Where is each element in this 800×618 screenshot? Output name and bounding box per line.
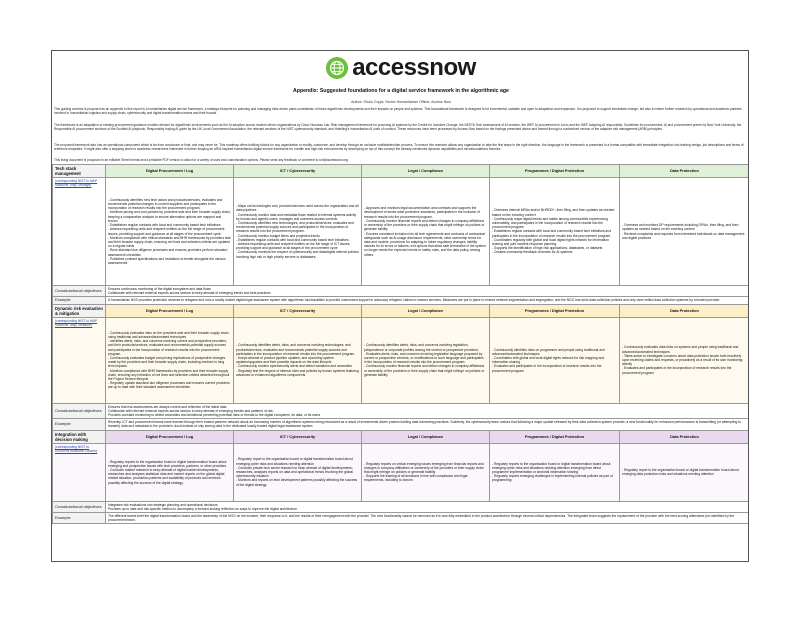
document-sheet <box>51 50 749 562</box>
objectives-row <box>53 501 750 512</box>
example-row <box>53 513 750 524</box>
example-text: Recently, ICT and procurement teams have learned through their trusted partners network about an increasing number of algorithmic systems being introduced as a result of investments driven pushes fuelling data harvesting practices. Suddenly, the cybersecurity team notices that following a major update released by their data collection system provider, a new functionality for enhanced performances is transmitting (or attempting to transfer) data and metadata to the provider's cloud instead of only storing data in the dedicated locally hosted digital legal assistance system. <box>106 419 750 430</box>
objectives-text: Integrates risk evaluations into strategic planning and operational decisions Provides up to date and risk-specific metrics to accompany a forward-looking reflection on ways to improve the digital architecture <box>106 501 750 512</box>
example-label: Example <box>53 297 106 304</box>
objectives-label: Crossfunctional objectives <box>53 403 106 419</box>
example-text: A humanitarian NGO provides protection services to refugees and runs a locally hosted digital legal assistance system with algorithmic functionalities to provide customized support in advocacy refugees' claims to various services. Measures are put in place to ensure network segmentation and segregation, and the NGO has strict data collection policies and only uses vetted data collection systems by a trusted provider. <box>106 297 750 304</box>
column-header-procurement: Digital Procurement / Log <box>106 430 234 443</box>
column-header-ict: ICT / Cybersecurity <box>234 304 362 317</box>
cell-data-protection: - Continuously evaluates data risks on systems and people using traditional and advanced/automated techniques - Takes action to investigate concerns about data protection issues both reactively upon receiving claims and requests, or proactively as a result of its own monitoring activity - Evaluates and participates in the incorporation of research results into the procurement program <box>620 317 750 403</box>
nist-link[interactable]: (corresponding NIST to GOVERN functions: Govern) <box>55 444 98 453</box>
column-header-ict: ICT / Cybersecurity <box>234 430 362 443</box>
column-header-data-protection: Data Protection <box>620 430 750 443</box>
section-header-row <box>53 304 750 317</box>
column-header-programmes: Programmes / Digital Protection <box>490 304 620 317</box>
objectives-text: Ensures continuous monitoring of the digital ecosystem and data flows Collaborate with relevant external experts across sectors to keep abreast of emerging trends and best practices <box>106 286 750 297</box>
cell-data-protection: - Regularly report to the organisation board or digital transformation board about emerging data protection risks and situations needing attention <box>620 443 750 501</box>
example-label: Example <box>53 513 106 524</box>
objectives-row <box>53 286 750 297</box>
section-name: Dynamic risk evaluation & mitigation <box>53 304 106 317</box>
cell-data-protection: - Oversees and monitors DP requirements including DPIAs, then filing, and then updates as needed based on the evolving context - Reviews complaints and requests from interested individuals on data management and digital practices <box>620 178 750 286</box>
section-header-row <box>53 165 750 178</box>
objectives-label: Crossfunctional objectives <box>53 501 106 512</box>
cell-legal: - Continuously identifies alerts, risks, and concerns involving legislation, jurisprudence or corporate profiles among the current or prospective providers; - Evaluates alerts, risks, and concerns involving legislative language proposed by current or prospective vendors, or modifications to such language and participates in the incorporation of research results into the procurement program. - Continuously monitor financial reports and detect changes in company affiliations or ownership of the providers or their supply chain that might infringe on policies or generate liability <box>362 317 490 403</box>
example-row <box>53 297 750 304</box>
column-header-data-protection: Data Protection <box>620 304 750 317</box>
objectives-label: Crossfunctional objectives <box>53 286 106 297</box>
cell-legal: - Regularly reports on critical emerging issues emerging from financial reports and changes in company affiliations or ownership of the providers or their supply chain that might infringe on policies or generate liability - Supports the framing of all decisions in line with compliance and legal requirements, including to donors <box>362 443 490 501</box>
cell-ict: - Regularly report to the organisation board or digital transformation board about emerging cyber risks and situations needing attention - Conducts private tech sector research to keep abreast of digital developments; researches, analyses reports on data and operational trends involving the global cybersecurity situation - Monitors and reports on tech development patterns possibly affecting the success of the digital strategy. <box>234 443 362 501</box>
cell-programmes: - Regularly reports to the organisation board or digital transformation board about emerging cyber risks and situations needing attention emerging from direct programme implementation or sectorial information sharing - Regularly reports emerging challenges in implementing internal policies as part of programming <box>490 443 620 501</box>
section-name: Tech stack management <box>53 165 106 178</box>
section-header-row <box>53 430 750 443</box>
column-header-legal: Legal / Compliance <box>362 165 490 178</box>
example-text: The different teams brief the digital transformation board and the leadership of the NGO on the incident, their response to it, and the results of their reengagement with the provider. The new functionality cannot be removed as it is now fully embedded in the product architecture through several critical dependencies. The integrated team suggests the replacement of the provider with the best scoring alternative pre-identified by the procurement team. <box>106 513 750 524</box>
cell-procurement: - Regularly reports to the organisation board or digital transformation board about emerging and prospective issues with tech providers, partners, or other providers - Conducts market research to keep abreast of digital market developments, researches and analyses statistical data and market reports on the global digital market situation, production patterns and availability of products and services possibly affecting the success of the digital strategy. <box>106 443 234 501</box>
cell-legal: - Approves and monitors legal documentation and contracts and supports the development of sector-wide protective standards, participates in the inclusion of research results into the procurement program. - Continuously monitor financial reports and detect changes in company affiliations or ownership of the providers or their supply chain that might infringe on policies or generate liability - Ensures consistent inclusion into all tech agreements and contracts of contractual safeguards such as AI usage disclosure requirements, clear ownership terms for data and models, provisions for adapting to future regulatory changes, liability clauses for AI errors or failures, exit options that allow safe termination if the system no longer meets the expected needs or safety rules, and the data policy, among others <box>362 178 490 286</box>
example-row <box>53 419 750 430</box>
cell-procurement: - Continuously identifies new tech actors and products/services, evaluates and recommends potential changes to current suppliers and participates in the incorporation of research results into the procurement program. - Monitors pricing and cost policies by providers side and their broader supply chain, keeping a comparative analysis to ensure alternative options are mapped and known - Establishes regular contacts with local and community based tech initiatives - Advises requesting units and recipient entities on the full range of procurement issues, providing support and guidance at all stages of the procurement cycle - Monitors compliance with ethical standards and BHR frameworks by providers side and their broader supply chain, ensuring red lines and selection criteria are updated on a regular basis - Runs standard due diligence processes and ensures providers perform standard assessment checklists - Publishes contract specifications and invitations to tender alongside the various assessments <box>106 178 234 286</box>
framework-table <box>52 164 749 524</box>
intro-paragraph-3: The proposed framework also has an operational component which is far from conclusive or final, and may never be. This roadmap offers building blocks for any organization to modify, customize, and develop through an inclusive multistakeholder process. To ensure this research allows any organization to take the first steps in the right direction, the language in the framework is presented in a format compatible with immediate integration into training design, job descriptions and terms of reference templates. It might also offer a stepping stone to academic researchers interested in further shaping an ARM-inspired humanitarian digital service framework for volatile and high-risk environments by developing on top of this concept the already mentioned dynamic capabilities and microfoundations theories. <box>54 143 744 152</box>
cell-procurement: - Continuously evaluates risks on the providers side and their broader supply chain using traditional and advanced/automated techniques - Identifies alerts, risks, and concerns involving current and prospective providers, and their products/services, evaluates and recommends potential supply sources and participates in the incorporation of research results into the procurement program. - Continuously evaluates budget and pricing implications of prospective changes made by the providers and their broader supply chain, including medium to long term impacts - Monitors compliance with BHR frameworks by providers and their broader supply chain, ensuring any infraction of red lines and selection criteria detected throughout the Project Service lifecycle - Regularly update standard due diligence processes and ensures current providers are up to date with their standard assessment checklists <box>106 317 234 403</box>
accessnow-globe-icon <box>326 57 348 79</box>
objectives-text: Ensures that risk assessments are always current and reflective of the latest data. Collaborate with relevant external experts across sectors to keep abreast of emerging threats and patterns of risk. Provides constant monitoring to detect anomalies and deviations preventing potential risks or threats to the digital ecosystem, its data, or its users <box>106 403 750 419</box>
section-content-row <box>53 178 750 286</box>
section-content-row <box>53 317 750 403</box>
section-content-row <box>53 443 750 501</box>
nist-link[interactable]: (corresponding NIST to MAP functions: Map, Manage) <box>55 179 98 188</box>
column-header-ict: ICT / Cybersecurity <box>234 165 362 178</box>
intro-paragraph-1: This guiding schema is proposed as an appendix to this report is a humanitarian digital service framework, a strategic blueprint for planning and managing risks driven plans considerate of future algorithmic developments and their impacts on people and systems. This foundational framework is designed to be incremental, scalable and open to adaptation and expansion. It is proposed to support immediate change, but also to inform further research by operational and academic partners involved in humanitarian logistics and supply chain, cybersecurity and digital transformation teams and their boards. <box>54 107 742 116</box>
cell-programmes: - Oversees internal MRAs and/or NHRDD+, then filing, and then updates as needed based on the evolving context - Continuously maps digital trends and habits among communities experiencing vulnerability, and participates in the incorporation of research results into the procurement program - Establishes regular contacts with local and community based tech initiatives,and participates in the incorporation of research results into the procurement program - Coordinates regularly with global and local digital rights network for information sharing and joint incident response planning - Supports the identification of high risk applications, databases, or datasets - Creates community feedback channels for AI systems <box>490 178 620 286</box>
column-header-procurement: Digital Procurement / Log <box>106 165 234 178</box>
document-author: Author: Giulio Coppi, Senior Humanitarian Officer, Access Now <box>351 100 451 104</box>
intro-paragraph-4: This living document is proposed in an editable Sheet format and a printable PDF version to allow for a variety of uses and customization options. Please send any feedback or comment to uni@accessnow.org <box>54 158 348 162</box>
column-header-programmes: Programmes / Digital Protection <box>490 165 620 178</box>
column-header-legal: Legal / Compliance <box>362 430 490 443</box>
column-header-programmes: Programmes / Digital Protection <box>490 430 620 443</box>
header-logo <box>52 53 749 83</box>
example-label: Example <box>53 419 106 430</box>
objectives-row <box>53 403 750 419</box>
column-header-procurement: Digital Procurement / Log <box>106 304 234 317</box>
cell-ict: - Maps out technologies and, products/services used across the organization and all data pipelines - Continuously monitor data and metadata flows related to internal systems activity by human and agentic users, manages and oversees access controls - Continuously identifies new technologies, and products/services, evaluates and recommends potential supply sources and participates in the incorporation of research results into the procurement program. - Continuously monitor budget items and projected trends - Establishes regular contacts with local and community based tech initiatives. - Advises requesting units and recipient entities on the full range of ICT issues, providing support and guidance at all stages of the procurement cycle - Continuously monitors the respect of cybersecurity and data/digital internal policies involving high risk or high priority servers or databases <box>234 178 362 286</box>
logo-text: accessnow <box>352 54 476 81</box>
section-name: Integration with decision making <box>53 430 106 443</box>
cell-ict: - Continuously identifies alerts, risks, and concerns involving technologies, and products/services, evaluates and recommends potential supply sources and participates in the incorporation of research results into the procurement program. - Keeps abreast of product pipeline updates, and upcoming system updates/upgrades and their possible impacts on the data lifecycle - Continuously monitor cybersecurity alerts and detect variations and anomalies - Regularly test the respect of internal rules and policies by known systems featuring advanced or enhanced algorithmic components <box>234 317 362 403</box>
document-title: Appendix: Suggested foundations for a digital service framework in the algorithmic age <box>293 88 509 94</box>
column-header-data-protection: Data Protection <box>620 165 750 178</box>
nist-link[interactable]: (corresponding NIST to MAP functions: Map, Measure) <box>55 318 98 327</box>
intro-paragraph-2: The framework is an adaptation of existing procurement guidance models relevant for algorithmic environments such as the AI adoption across modern driven organizations by Cisco Nouveau Lab, Risk management framework for procuring AI systems by the Centre for Inclusive Change, the NESTA Tech Assessment of AI vendors, the WEF AI procurement in a box and the WEF Adopting AI responsibly: Guidelines for procurement, AI and procurement primer by New York University, the Responsible AI procurement sections of the Scottish AI playbook, Responsibly buying AI guide by the UK Local Government Association, the relevant sections of the NIST cybersecurity standard, and Hotelling's humanitarian AI code of conduct. These resources have been processed by Access Now based on the findings presented above and framed through a customized version of the adaptive risk management (ARM) principles. <box>54 123 742 132</box>
cell-programmes: - Continuously identifies risks on programme and people using traditional and advanced/automated techniques - Coordinates with global and local digital rights network for risk mapping and information sharing - Evaluates and participates in the incorporation of research results into the procurement program <box>490 317 620 403</box>
column-header-legal: Legal / Compliance <box>362 304 490 317</box>
